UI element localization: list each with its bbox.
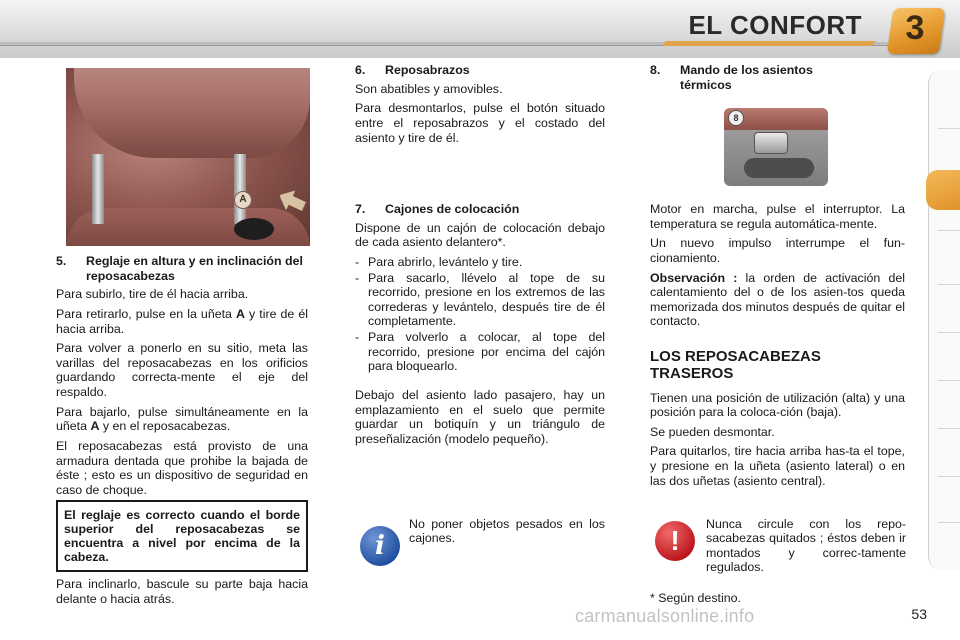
section-number: 6.	[355, 63, 366, 77]
warning-icon: !	[655, 521, 695, 561]
headrest-cushion	[74, 68, 310, 158]
list-item-text: Para sacarlo, llévelo al tope de su recorrido, presione en los extremos de las correderas y levántelo, después tire de él completamente.	[368, 270, 605, 329]
callout-a-label: A	[234, 191, 252, 209]
paragraph: Para volver a ponerlo en su sitio, meta las varillas del reposacabezas en los orificios guardando correcta-mente el eje del respaldo.	[56, 341, 308, 399]
tab-separator	[938, 522, 960, 523]
paragraph: Son abatibles y amovibles.	[355, 81, 503, 96]
chapter-tab-strip	[928, 70, 960, 570]
paragraph: Debajo del asiento lado pasajero, hay un emplazamiento en el suelo que permite guardar un botiquín y un triángulo de preseñalización (modelo pequeño).	[355, 387, 605, 446]
tab-separator	[938, 128, 960, 129]
section-number: 5.	[56, 254, 67, 268]
info-icon: i	[360, 526, 400, 566]
watermark: carmanualsonline.info	[575, 606, 755, 626]
paragraph	[56, 307, 308, 336]
column-2-bottom	[355, 202, 605, 451]
text-run: la orden de activación del calentamiento del o de los asien-tos queda memorizada dos minutos después de quitar el contacto.	[650, 270, 905, 329]
warning-note: Nunca circule con los repo-sacabezas quitados ; éstos deben ir montados y correc-tamente regulados.	[706, 517, 906, 574]
headrest-photo	[66, 68, 310, 246]
list-item: - Para sacarlo, llévelo al tope de su recorrido, presione en los extremos de las correderas y levántelo, después tire de él completamente.	[355, 270, 605, 329]
list-item-text: Para volverlo a colocar, al tope del recorrido, presione por encima del cajón para bloquearlo.	[368, 330, 605, 374]
text-run: y en el reposacabezas.	[99, 419, 231, 434]
list-item-text: Para abrirlo, levántelo y tire.	[368, 254, 523, 269]
headrest-release-tab	[234, 218, 274, 240]
paragraph: Para subirlo, tire de él hacia arriba.	[56, 287, 249, 302]
text-run: Para bajarlo, pulse simultáneamente en la uñeta	[56, 404, 308, 434]
column-1	[56, 254, 308, 502]
console-recess	[744, 158, 814, 178]
section-number: 8.	[650, 63, 661, 77]
observation-label: Observación :	[650, 270, 738, 285]
headrest-rod-left	[92, 154, 104, 224]
section-8-title	[650, 63, 905, 92]
text-run: Para retirarlo, pulse en la uñeta	[56, 306, 236, 321]
paragraph: Un nuevo impulso interrumpe el fun-cionamiento.	[650, 236, 905, 265]
footnote: * Según destino.	[650, 591, 741, 605]
paragraph: Para desmontarlos, pulse el botón situado entre el reposabrazos y el costado del asiento y tire de él.	[355, 101, 605, 145]
tab-separator	[938, 332, 960, 333]
section-5-title	[56, 254, 308, 283]
section-number: 7.	[355, 202, 366, 216]
header-accent-bar	[662, 41, 876, 46]
tab-separator	[938, 284, 960, 285]
paragraph: Se pueden desmontar.	[650, 424, 775, 439]
section-heading: Reglaje en altura y en inclinación del reposacabezas	[86, 254, 303, 283]
column-3-body	[650, 202, 905, 493]
drawer-instructions-list	[355, 255, 605, 374]
tab-separator	[938, 230, 960, 231]
column-3-top	[650, 63, 905, 96]
callout-reference: A	[236, 306, 245, 321]
tab-separator	[938, 380, 960, 381]
section-7-title	[355, 202, 605, 217]
heating-switch	[754, 132, 788, 154]
paragraph: El reposacabezas está provisto de una armadura dentada que prohibe la bajada de éste ; esto es un dispositivo de seguridad en caso de choque.	[56, 438, 308, 497]
paragraph: Dispone de un cajón de colocación debajo de cada asiento delantero*.	[355, 220, 605, 250]
tab-separator	[938, 428, 960, 429]
rear-headrests-title: LOS REPOSACABEZAS TRASEROS	[650, 348, 821, 382]
section-heading: Reposabrazos	[385, 63, 470, 77]
list-item: - Para volverlo a colocar, al tope del recorrido, presione por encima del cajón para bloquearlo.	[355, 330, 605, 374]
framed-notice	[56, 500, 308, 572]
text-run: y tire de él hacia arriba.	[56, 306, 309, 336]
headrest-rod-right	[234, 154, 246, 224]
tab-separator	[938, 476, 960, 477]
page-number: 53	[911, 606, 927, 622]
paragraph: Tienen una posición de utilización (alta) y una posición para la coloca-ción (baja).	[650, 390, 905, 420]
info-note: No poner objetos pesados en los cajones.	[409, 517, 605, 546]
section-heading: Mando de los asientos térmicos	[680, 63, 813, 92]
paragraph	[650, 271, 905, 330]
callout-reference: A	[90, 419, 100, 434]
chapter-title: EL CONFORT	[688, 10, 862, 40]
active-chapter-tab	[926, 170, 960, 210]
framed-text: El reglaje es correcto cuando el borde superior del reposacabezas se encuentra a nivel por encima de la cabeza.	[56, 500, 308, 572]
section-heading: Cajones de colocación	[385, 202, 520, 216]
list-item: - Para abrirlo, levántelo y tire.	[355, 254, 523, 269]
section-6-title	[355, 63, 605, 78]
paragraph: Para inclinarlo, bascule su parte baja hacia delante o hacia atrás.	[56, 577, 308, 606]
column-1-footer	[56, 577, 308, 611]
paragraph: Para quitarlos, tire hacia arriba has-ta el tope, y presione en la uñeta (asiento lateral) o en las dos uñetas (asiento central).	[650, 444, 905, 488]
page-header	[0, 0, 960, 58]
chapter-number: 3	[905, 9, 925, 47]
paragraph: Motor en marcha, pulse el interruptor. La temperatura se regula automática-mente.	[650, 202, 905, 231]
column-2-top	[355, 63, 605, 150]
paragraph	[56, 405, 308, 434]
callout-8-label: 8	[728, 110, 744, 126]
